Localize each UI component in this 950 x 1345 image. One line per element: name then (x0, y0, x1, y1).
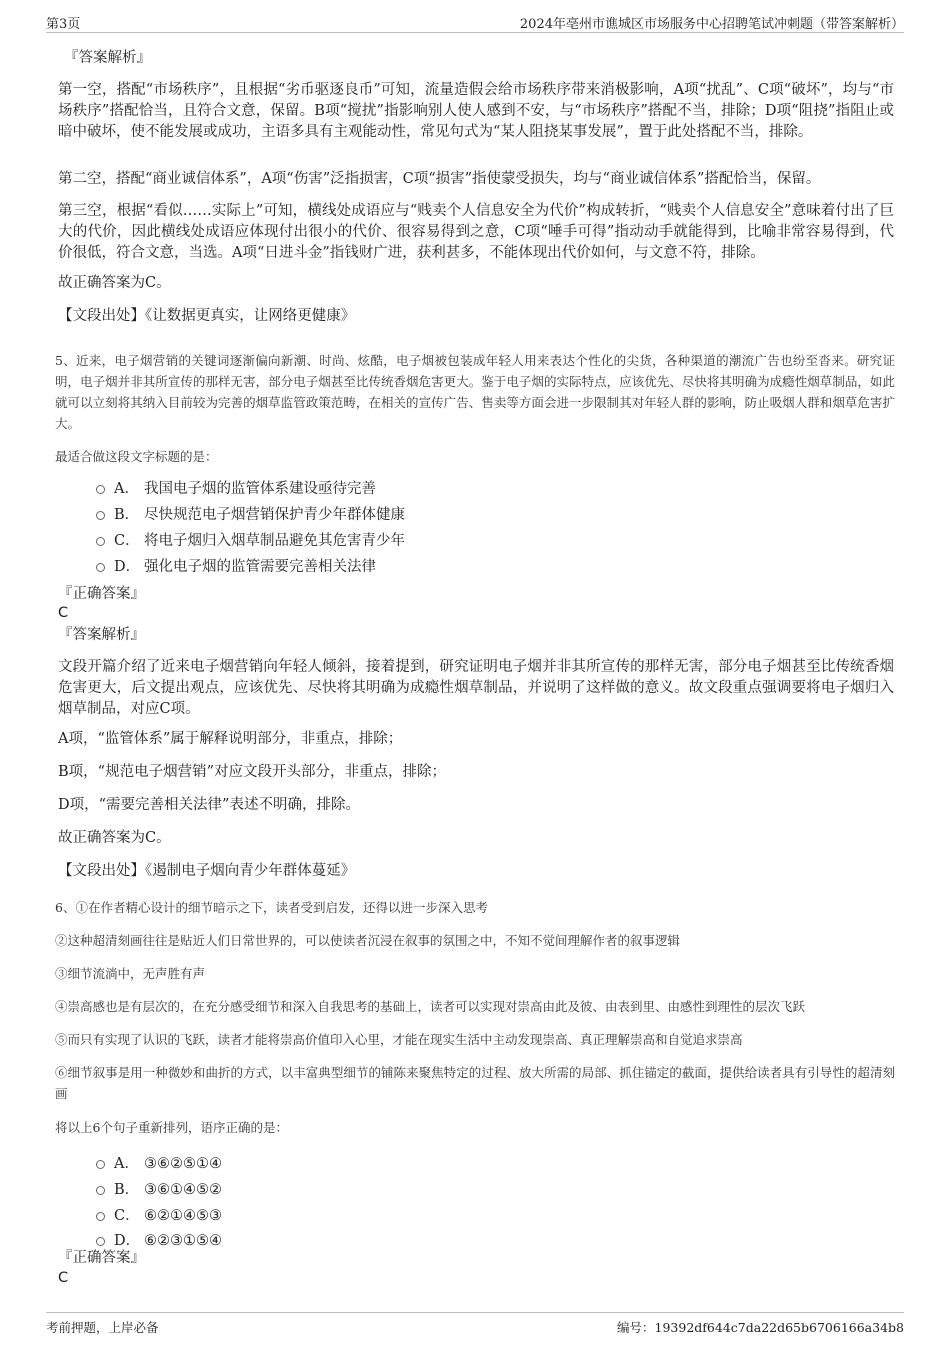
q4-analysis-label: 『答案解析』 (64, 50, 151, 66)
q4-conclusion: 故正确答案为C。 (58, 275, 171, 291)
q5-option-b[interactable]: B． 尽快规范电子烟营销保护青少年群体健康 (96, 505, 405, 525)
q6-sentence-6: ⑥细节叙事是用一种微妙和曲折的方式，以丰富典型细节的铺陈来聚焦特定的过程、放大所需的局部、抓住锚定的截面，提供给读者具有引导性的超清刻画 (55, 1065, 895, 1101)
page-header (46, 10, 904, 33)
q4-analysis-paragraph-2: 第二空，搭配“商业诚信体系”，A项“伤害”泛指损害，C项“损害”指使蒙受损失，均与“商业诚信体系”搭配恰当，保留。 (58, 171, 821, 187)
q5-analysis-paragraph-3: B项，“规范电子烟营销”对应文段开头部分，非重点，排除； (58, 764, 446, 780)
q6-option-b[interactable]: B． ③⑥①④⑤② (96, 1180, 222, 1200)
q6-option-a[interactable]: A． ③⑥②⑤①④ (96, 1154, 222, 1174)
q5-answer-label: 『正确答案』 (58, 586, 145, 602)
q5-answer: C (58, 605, 69, 621)
q5-analysis-paragraph-1: 文段开篇介绍了近来电子烟营销向年轻人倾斜，接着提到，研究证明电子烟并非其所宣传的那样无害，部分电子烟甚至比传统香烟危害更大，后文提出观点，应该优先、尽快将其明确为成瘾性烟草制品，并说明了这样做的意义。故文段重点强调要将电子烟归入烟草制品，对应C项。 (58, 659, 894, 717)
q6-sentence-5: ⑤而只有实现了认识的飞跃，读者才能将崇高价值印入心里，才能在现实生活中主动发现崇高、真正理解崇高和自觉追求崇高 (55, 1032, 743, 1047)
radio-icon[interactable] (96, 511, 105, 520)
q5-stem: 5、近来，电子烟营销的关键词逐渐偏向新潮、时尚、炫酷，电子烟被包装成年轻人用来表达个性化的尖货，各种渠道的潮流广告也纷至沓来。研究证明，电子烟并非其所宣传的那样无害，部分电子烟甚至比传统香烟危害更大。鉴于电子烟的实际特点，应该优先、尽快将其明确为成瘾性烟草制品，如此就可以立刻将其纳入目前较为完善的烟草监管政策范畴，在相关的宣传广告、售卖等方面会进一步限制其对年轻人群的影响，防止吸烟人群和烟草危害扩大。 (55, 353, 895, 431)
radio-icon[interactable] (96, 1237, 105, 1246)
radio-icon[interactable] (96, 1212, 105, 1221)
document-code: 编号：19392df644c7da22d65b6706166a34b8 (617, 1320, 904, 1335)
q5-analysis-label: 『答案解析』 (58, 627, 145, 643)
q4-analysis-paragraph-3: 第三空，根据“看似……实际上”可知，横线处成语应与“贱卖个人信息安全为代价”构成转折，“贱卖个人信息安全”意味着付出了巨大的代价，因此横线处成语应体现付出很小的代价、很容易得到之意，C项“唾手可得”指动动手就能得到，比喻非常容易得到，代价很低，符合文意，当选。A项“日进斗金”指钱财广进，获利甚多，不能体现出代价如何，与文意不符，排除。 (58, 203, 894, 261)
q6-sentence-2: ②这种超清刻画往往是贴近人们日常世界的，可以使读者沉浸在叙事的氛围之中，不知不觉间理解作者的叙事逻辑 (55, 933, 681, 948)
page-footer (46, 1312, 904, 1335)
q5-analysis-paragraph-2: A项，“监管体系”属于解释说明部分，非重点，排除； (58, 731, 403, 747)
document-title: 2024年亳州市谯城区市场服务中心招聘笔试冲刺题（带答案解析） (519, 17, 904, 32)
q5-option-d[interactable]: D． 强化电子烟的监管需要完善相关法律 (96, 557, 376, 577)
radio-icon[interactable] (96, 537, 105, 546)
q4-analysis-paragraph-1: 第一空，搭配“市场秩序”，且根据“劣币驱逐良币”可知，流量造假会给市场秩序带来消极影响，A项“扰乱”、C项“破坏”，均与“市场秩序”搭配恰当，且符合文意，保留。B项“搅扰”指影响别人使人感到不安，与“市场秩序”搭配不当，排除；D项“阻挠”指阻止或暗中破坏，使不能发展或成功，主语多具有主观能动性，常见句式为“某人阻挠某事发展”，置于此处搭配不当，排除。 (58, 82, 894, 140)
q5-conclusion: 故正确答案为C。 (58, 830, 171, 846)
page-number: 第3页 (46, 17, 81, 32)
q6-option-c[interactable]: C． ⑥②①④⑤③ (96, 1206, 222, 1226)
q5-option-c[interactable]: C． 将电子烟归入烟草制品避免其危害青少年 (96, 531, 405, 551)
radio-icon[interactable] (96, 563, 105, 572)
q5-prompt: 最适合做这段文字标题的是： (55, 449, 218, 464)
q6-prompt: 将以上6个句子重新排列，语序正确的是： (55, 1120, 288, 1135)
q5-analysis-paragraph-4: D项，“需要完善相关法律”表述不明确，排除。 (58, 797, 360, 813)
q6-sentence-3: ③细节流淌中，无声胜有声 (55, 966, 206, 981)
q5-source: 【文段出处】《遏制电子烟向青少年群体蔓延》 (58, 863, 356, 879)
footer-slogan: 考前押题，上岸必备 (46, 1320, 159, 1335)
q6-answer: C (58, 1270, 69, 1286)
q4-source: 【文段出处】《让数据更真实，让网络更健康》 (58, 308, 356, 324)
q6-answer-label: 『正确答案』 (58, 1250, 145, 1266)
radio-icon[interactable] (96, 1186, 105, 1195)
q5-option-a[interactable]: A． 我国电子烟的监管体系建设亟待完善 (96, 479, 376, 499)
radio-icon[interactable] (96, 485, 105, 494)
q6-option-d[interactable]: D． ⑥②③①⑤④ (96, 1231, 222, 1251)
radio-icon[interactable] (96, 1160, 105, 1169)
q6-sentence-1: 6、①在作者精心设计的细节暗示之下，读者受到启发，还得以进一步深入思考 (55, 900, 488, 915)
q6-sentence-4: ④崇高感也是有层次的，在充分感受细节和深入自我思考的基础上，读者可以实现对崇高由此及彼、由表到里、由感性到理性的层次飞跃 (55, 999, 806, 1014)
